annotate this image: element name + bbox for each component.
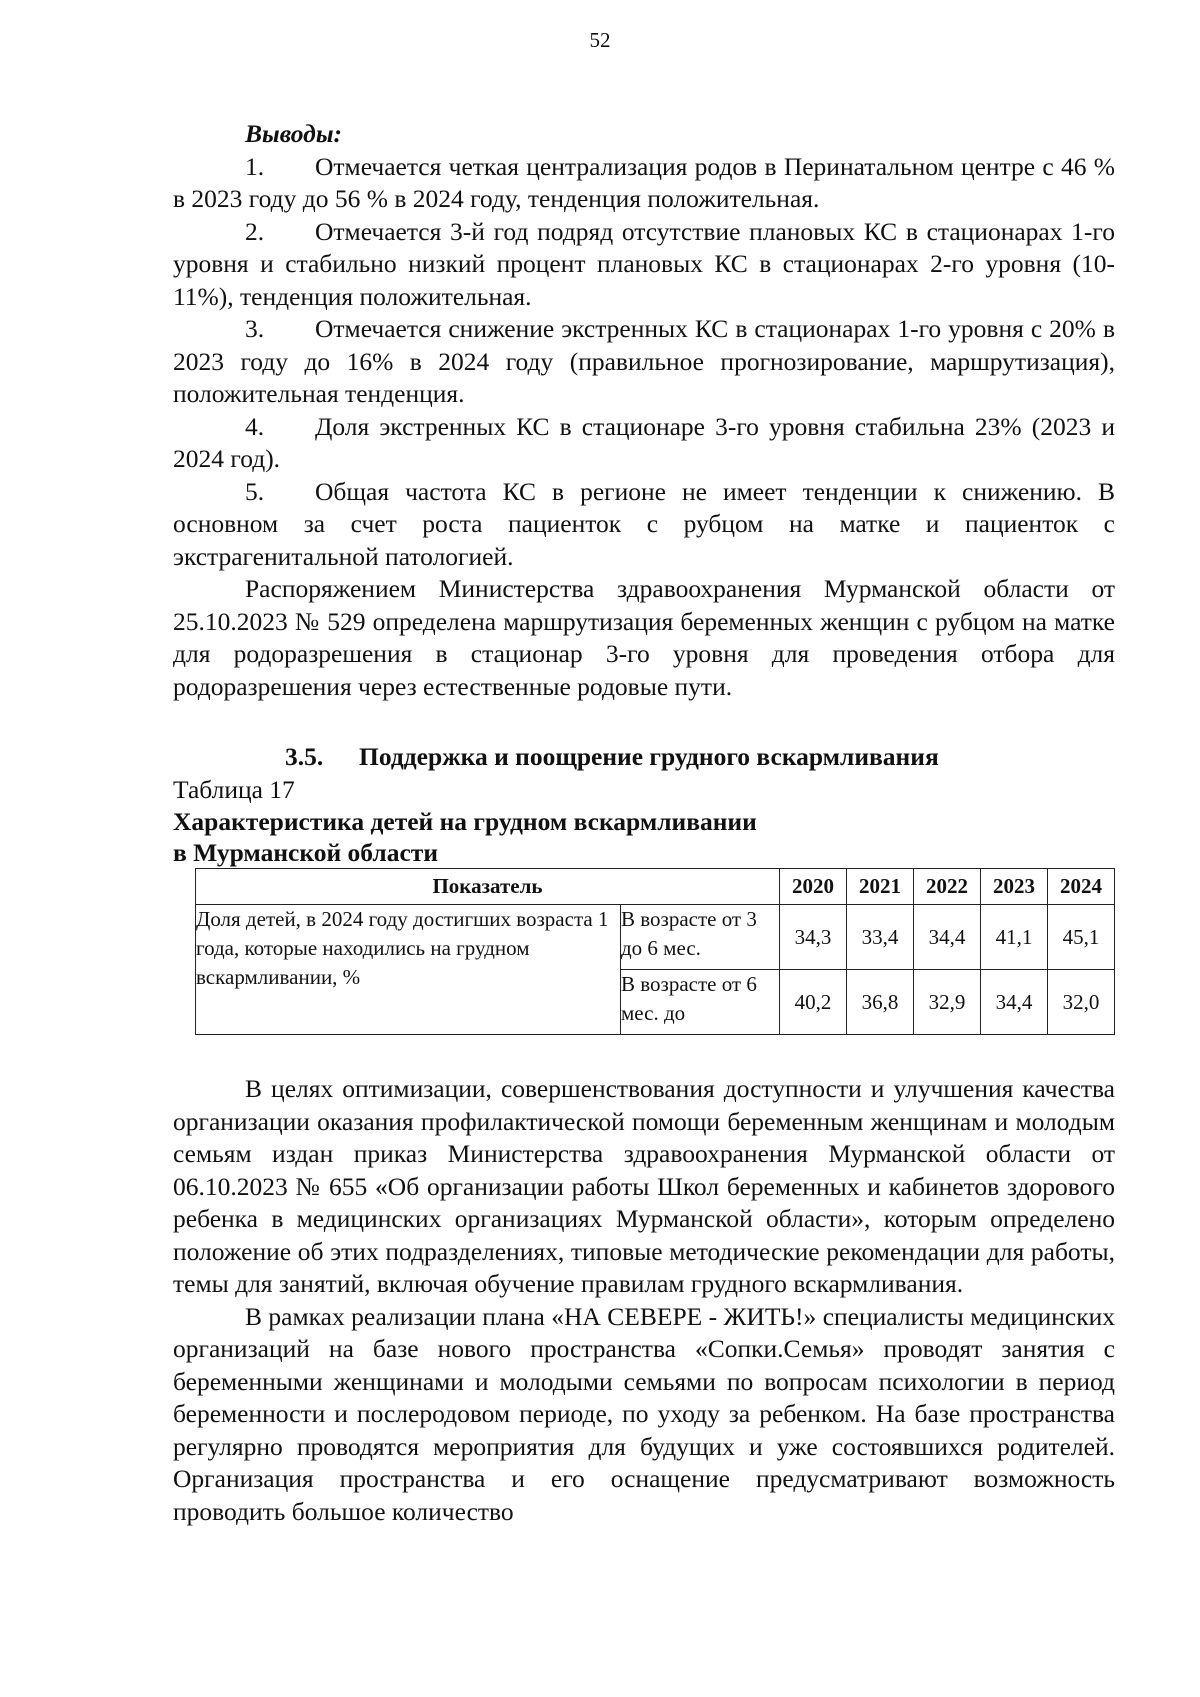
conclusion-item-4 [173, 411, 1115, 476]
header-year: 2024 [1048, 869, 1115, 905]
table-row [196, 905, 1115, 970]
table-header-row [196, 869, 1115, 905]
body-paragraph: В целях оптимизации, совершенствования доступности и улучшения качества организации оказания профилактической помощи беременным женщинам и молодым семьям издан приказ Министерства здравоохранения Мурманской области от 06.10.2023 № 655 «Об организации работы Школ беременных и кабинетов здорового ребенка в медицинских организациях Мурманской области», которым определено положение об этих подразделениях, типовые методические рекомендации для работы, темы для занятий, включая обучение правилам грудного вскармливания. [173, 1074, 1115, 1298]
header-year: 2021 [847, 869, 914, 905]
page-content [173, 118, 1115, 1528]
item-text: Доля экстренных КС в стационаре 3-го уровня стабильна 23% (2023 и 2024 год). [173, 411, 1115, 473]
section-heading [173, 741, 1115, 774]
item-number: 4. [245, 411, 265, 441]
value-cell: 45,1 [1048, 905, 1115, 970]
value-cell: 32,9 [914, 970, 981, 1035]
header-year: 2023 [981, 869, 1048, 905]
item-text: Отмечается четкая централизация родов в Перинатальном центре с 46 % в 2023 году до 56 % в 2024 году, тенденция положительная. [173, 151, 1115, 213]
section-title: Поддержка и поощрение грудного вскармливания [359, 742, 939, 771]
conclusions-heading: Выводы: [245, 119, 343, 148]
value-cell: 32,0 [1048, 970, 1115, 1035]
conclusion-item-1 [173, 151, 1115, 216]
value-cell: 34,4 [981, 970, 1048, 1035]
body-paragraph: В рамках реализации плана «НА СЕВЕРЕ - ЖИТЬ!» специалисты медицинских организаций на базе нового пространства «Сопки.Семья» проводят занятия с беременными женщинами и молодыми семьями по вопросам психологии в период беременности и послеродовом периоде, по уходу за ребенком. На базе пространства регулярно проводятся мероприятия для будущих и уже состоявшихся родителей. Организация пространства и его оснащение предусматривают возможность проводить большое количество [173, 1301, 1115, 1526]
conclusion-item-5 [173, 476, 1115, 574]
age-group: В возрасте от 3 до 6 мес. [621, 905, 780, 970]
item-text: Общая частота КС в регионе не имеет тенденции к снижению. В основном за счет роста пациенток с рубцом на матке и пациенток с экстрагенитальной патологией. [173, 476, 1115, 571]
breastfeeding-table [195, 868, 1115, 1035]
conclusion-item-3 [173, 313, 1115, 411]
item-number: 3. [245, 314, 265, 343]
table-title-line1: Характеристика детей на грудном вскармливании [173, 807, 757, 836]
table-title-line2: в Мурманской области [173, 838, 439, 867]
table-number: Таблица 17 [173, 774, 295, 804]
page-number: 52 [589, 28, 611, 52]
age-group: В возрасте от 6 мес. до [621, 970, 780, 1035]
value-cell: 36,8 [847, 970, 914, 1035]
value-cell: 40,2 [780, 970, 847, 1035]
header-year: 2022 [914, 869, 981, 905]
item-text: Отмечается 3-й год подряд отсутствие плановых КС в стационарах 1-го уровня и стабильно низкий процент плановых КС в стационарах 2-го уровня (10-11%), тенденция положительная. [173, 216, 1115, 311]
item-text: Отмечается снижение экстренных КС в стационарах 1-го уровня с 20% в 2023 году до 16% в 2024 году (правильное прогнозирование, маршрутизация), положительная тенденция. [173, 314, 1115, 408]
item-number: 2. [245, 216, 265, 246]
value-cell: 41,1 [981, 905, 1048, 970]
row-label: Доля детей, в 2024 году достигших возраста 1 года, которые находились на грудном вскармливании, % [196, 905, 621, 1035]
item-number: 1. [245, 151, 265, 181]
item-number: 5. [245, 476, 265, 506]
header-indicator: Показатель [196, 869, 780, 905]
order-paragraph: Распоряжением Министерства здравоохранения Мурманской области от 25.10.2023 № 529 определена маршрутизация беременных женщин с рубцом на матке для родоразрешения в стационар 3-го уровня для проведения отбора для родоразрешения через естественные родовые пути. [173, 574, 1115, 701]
header-year: 2020 [780, 869, 847, 905]
section-number: 3.5. [285, 742, 324, 771]
value-cell: 34,4 [914, 905, 981, 970]
conclusion-item-2 [173, 216, 1115, 314]
value-cell: 33,4 [847, 905, 914, 970]
value-cell: 34,3 [780, 905, 847, 970]
